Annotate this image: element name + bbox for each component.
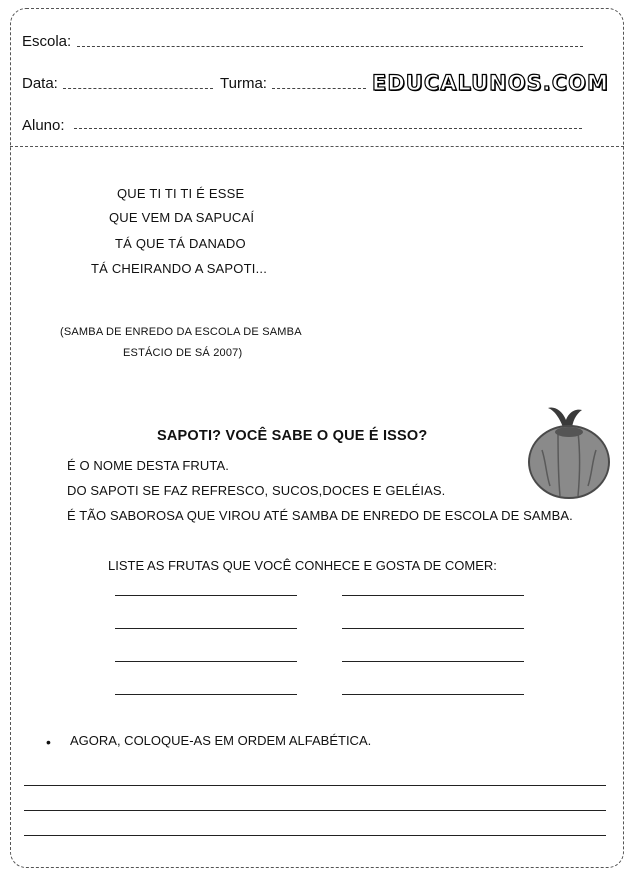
writing-line[interactable] — [24, 810, 606, 811]
fruit-answer-line[interactable] — [115, 595, 297, 596]
alphabetical-instruction: AGORA, COLOQUE-AS EM ORDEM ALFABÉTICA. — [70, 733, 372, 748]
fruit-answer-line[interactable] — [342, 661, 524, 662]
section-question: SAPOTI? VOCÊ SABE O QUE É ISSO? — [157, 428, 428, 444]
student-label: Aluno: — [22, 117, 65, 134]
poem-line: TÁ CHEIRANDO A SAPOTI... — [91, 261, 268, 276]
educalunos-logo: EDUCALUNOS.COM — [372, 71, 609, 95]
school-label: Escola: — [22, 33, 72, 50]
list-prompt: LISTE AS FRUTAS QUE VOCÊ CONHECE E GOSTA DE COMER: — [108, 558, 497, 573]
class-label: Turma: — [220, 75, 267, 92]
fruit-answer-line[interactable] — [342, 628, 524, 629]
poem-line: QUE TI TI TI É ESSE — [117, 186, 245, 201]
class-field[interactable] — [272, 88, 366, 89]
poem-credit: ESTÁCIO DE SÁ 2007) — [123, 347, 243, 359]
sapoti-fruit-icon — [524, 400, 614, 500]
bullet-icon: • — [46, 734, 51, 750]
poem-line: QUE VEM DA SAPUCAÍ — [109, 210, 255, 225]
fruit-answer-line[interactable] — [342, 694, 524, 695]
date-field[interactable] — [63, 88, 213, 89]
section-paragraph: DO SAPOTI SE FAZ REFRESCO, SUCOS,DOCES E GELÉIAS. — [67, 483, 446, 498]
writing-line[interactable] — [24, 835, 606, 836]
section-paragraph: É O NOME DESTA FRUTA. — [67, 458, 229, 473]
fruit-answer-line[interactable] — [115, 694, 297, 695]
header-separator — [10, 146, 624, 147]
writing-line[interactable] — [24, 785, 606, 786]
fruit-answer-line[interactable] — [115, 661, 297, 662]
fruit-answer-line[interactable] — [115, 628, 297, 629]
fruit-answer-line[interactable] — [342, 595, 524, 596]
student-field[interactable] — [74, 128, 582, 129]
school-field[interactable] — [77, 46, 583, 47]
poem-line: TÁ QUE TÁ DANADO — [115, 236, 246, 251]
poem-credit: (SAMBA DE ENREDO DA ESCOLA DE SAMBA — [60, 326, 302, 338]
section-paragraph: É TÃO SABOROSA QUE VIROU ATÉ SAMBA DE ENREDO DE ESCOLA DE SAMBA. — [67, 508, 573, 523]
date-label: Data: — [22, 75, 58, 92]
